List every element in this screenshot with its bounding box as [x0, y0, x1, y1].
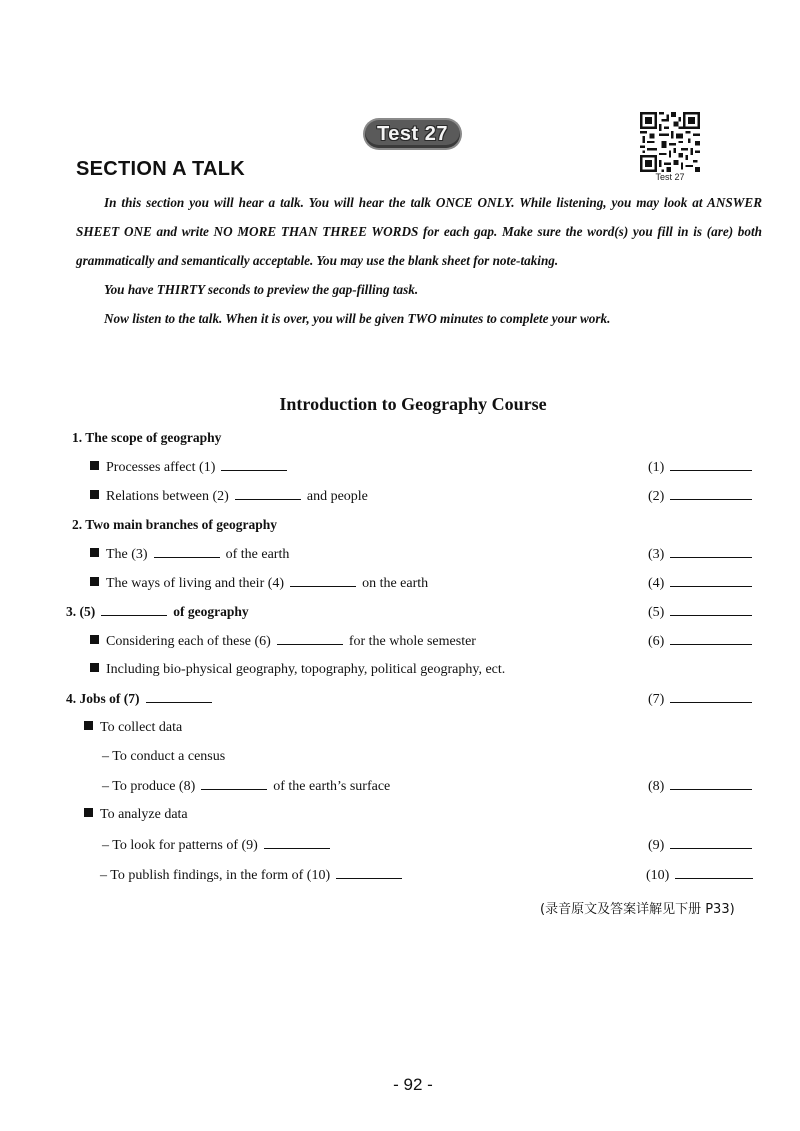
square-bullet-icon: [90, 461, 99, 470]
answer-blank[interactable]: [670, 458, 752, 471]
answer-line: (8): [648, 777, 752, 796]
square-bullet-icon: [90, 577, 99, 586]
square-bullet-icon: [90, 490, 99, 499]
outline-subitem: – To publish findings, in the form of (10): [100, 866, 408, 885]
square-bullet-icon: [84, 808, 93, 817]
answer-blank[interactable]: [670, 777, 752, 790]
answer-blank[interactable]: [670, 690, 752, 703]
page-number: - 92 -: [393, 1075, 433, 1094]
gap-blank: [221, 458, 287, 471]
answer-line: (9): [648, 836, 752, 855]
gap-blank: [277, 632, 343, 645]
answer-line: (2): [648, 487, 752, 506]
answer-blank[interactable]: [670, 603, 752, 616]
outline-subitem: – To look for patterns of (9): [102, 836, 336, 855]
square-bullet-icon: [90, 548, 99, 557]
answer-line: (1): [648, 458, 752, 477]
answer-line: (7): [648, 690, 752, 709]
answer-blank[interactable]: [670, 632, 752, 645]
outline-item: The ways of living and their (4) on the earth: [90, 574, 428, 593]
outline-item: The (3) of the earth: [90, 545, 289, 564]
answer-blank[interactable]: [670, 487, 752, 500]
gap-blank: [101, 603, 167, 616]
gap-blank: [154, 545, 220, 558]
outline-subitem: – To conduct a census: [102, 749, 226, 764]
outline-heading-1: 1. The scope of geography: [72, 430, 222, 445]
answer-blank[interactable]: [670, 574, 752, 587]
course-title: Introduction to Geography Course: [279, 394, 547, 414]
square-bullet-icon: [84, 721, 93, 730]
outline-heading-3: 3. (5) of geography: [66, 604, 249, 619]
outline-heading-4: 4. Jobs of (7): [66, 690, 218, 708]
outline-item: Considering each of these (6) for the whole semester: [90, 632, 476, 651]
square-bullet-icon: [90, 635, 99, 644]
qr-code-label: Test 27: [655, 172, 685, 182]
answer-blank[interactable]: [670, 545, 752, 558]
outline-subitem: – To produce (8) of the earth’s surface: [102, 779, 391, 794]
answer-line: (5): [648, 603, 752, 622]
gap-blank: [201, 777, 267, 790]
outline-item: Processes affect (1): [90, 458, 293, 477]
answer-reference-note: (录音原文及答案详解见下册 P33): [540, 902, 735, 917]
answer-line: (10): [646, 866, 753, 885]
gap-blank: [336, 866, 402, 879]
qr-code-icon: [640, 112, 700, 172]
answer-blank[interactable]: [675, 866, 753, 879]
gap-blank: [290, 574, 356, 587]
answer-blank[interactable]: [670, 836, 752, 849]
gap-blank: [146, 690, 212, 703]
instructions-paragraph-1: In this section you will hear a talk. You will hear the talk ONCE ONLY. While listening, you may look at ANSWER SHEET ONE and write NO MORE THAN THREE WORDS for each gap. Make sure the word(s) you fill in is (are) both grammatically and semantically acceptable. You may use the blank sheet for note-taking.: [76, 195, 762, 268]
test-badge-label: Test 27: [377, 123, 448, 145]
answer-line: (3): [648, 545, 752, 564]
test-badge: [365, 120, 460, 148]
outline-item: To analyze data: [84, 806, 188, 824]
outline-item: Including bio-physical geography, topography, political geography, ect.: [90, 661, 505, 679]
gap-blank: [264, 836, 330, 849]
outline-item: To collect data: [84, 719, 182, 737]
instructions: [76, 188, 762, 333]
square-bullet-icon: [90, 663, 99, 672]
instructions-paragraph-2: You have THIRTY seconds to preview the gap-filling task.: [104, 282, 419, 297]
outline-heading-2: 2. Two main branches of geography: [72, 517, 278, 532]
gap-blank: [235, 487, 301, 500]
answer-line: (4): [648, 574, 752, 593]
section-title: SECTION A TALK: [76, 158, 246, 180]
instructions-paragraph-3: Now listen to the talk. When it is over, you will be given TWO minutes to complete your work.: [104, 311, 611, 326]
answer-line: (6): [648, 632, 752, 651]
outline-item: Relations between (2) and people: [90, 487, 368, 506]
